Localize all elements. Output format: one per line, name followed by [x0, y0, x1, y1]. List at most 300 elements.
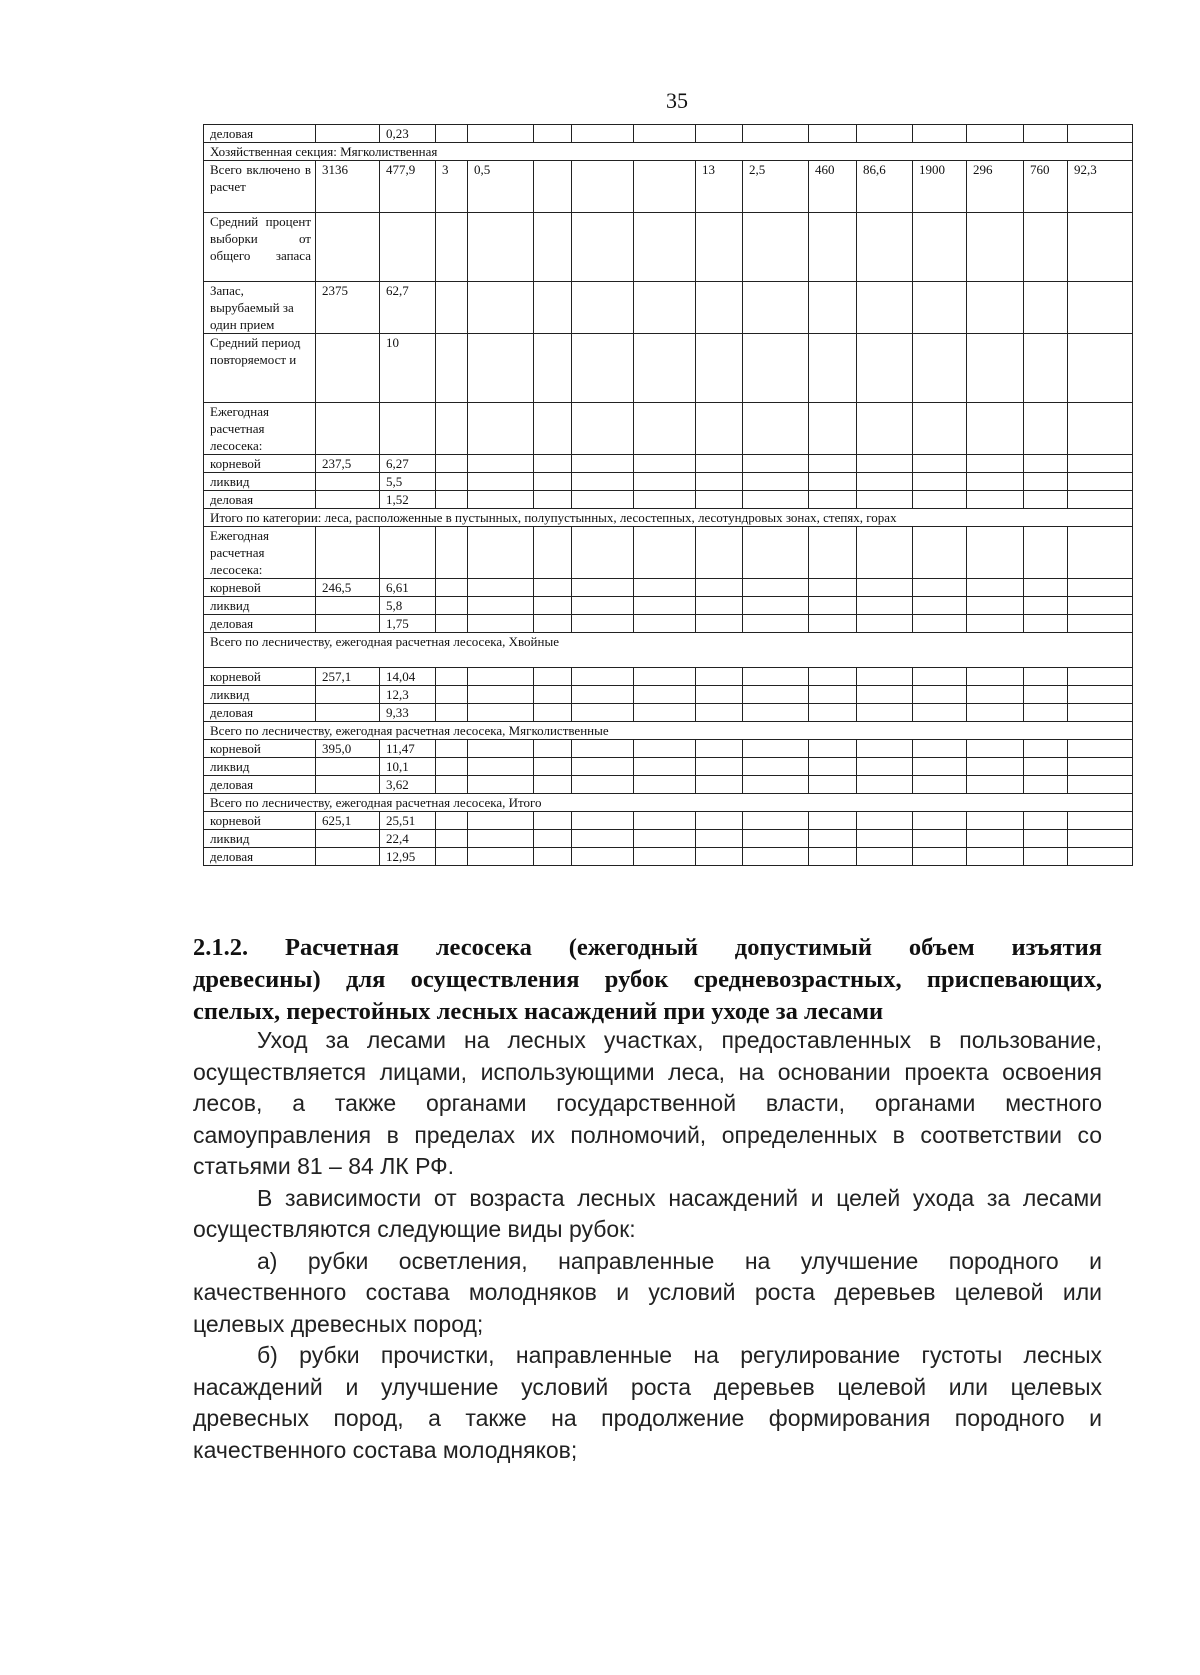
table-cell [380, 403, 436, 455]
table-cell [316, 830, 380, 848]
table-cell [743, 334, 809, 403]
table-cell [572, 830, 634, 848]
table-cell [857, 527, 913, 579]
table-cell [316, 527, 380, 579]
table-cell [967, 491, 1024, 509]
table-cell [572, 615, 634, 633]
text-line: Уход за лесами на лесных участках, предоставленных в пользование, [257, 1027, 1102, 1053]
row-label: корневой [204, 579, 316, 597]
table-cell [696, 527, 743, 579]
table-cell [809, 704, 857, 722]
table-cell [468, 527, 534, 579]
table-cell [696, 491, 743, 509]
table-cell: 296 [967, 161, 1024, 213]
table-cell: 86,6 [857, 161, 913, 213]
table-cell [696, 334, 743, 403]
table-cell [436, 282, 468, 334]
text-line: б) рубки прочистки, направленные на регулирование густоты лесных [257, 1342, 1102, 1368]
felling-table [203, 124, 1133, 866]
section-heading [193, 932, 1102, 1028]
table-cell [809, 579, 857, 597]
table-cell [468, 758, 534, 776]
table-cell [743, 812, 809, 830]
table-cell [809, 334, 857, 403]
row-label: Запас, вырубаемый за один прием [204, 282, 316, 334]
row-label: деловая [204, 776, 316, 794]
row-label: корневой [204, 740, 316, 758]
table-cell: 14,04 [380, 668, 436, 686]
table-row [204, 161, 1133, 213]
table-cell [913, 282, 967, 334]
table-cell [809, 282, 857, 334]
table-cell [857, 704, 913, 722]
table-cell [572, 161, 634, 213]
text-line: самоуправления в пределах их полномочий, определенных в соответствии со [193, 1121, 1102, 1148]
table-cell [634, 740, 696, 758]
table-section-title: Всего по лесничеству, ежегодная расчетная лесосека, Мягколиственные [204, 722, 1133, 740]
text-line: качественного состава молодняков; [193, 1436, 578, 1463]
table-cell [743, 473, 809, 491]
table-cell [1068, 579, 1133, 597]
table-cell [696, 740, 743, 758]
table-cell: 395,0 [316, 740, 380, 758]
table-cell [913, 668, 967, 686]
table-cell [967, 812, 1024, 830]
table-cell [696, 615, 743, 633]
table-cell [1068, 282, 1133, 334]
table-cell [696, 704, 743, 722]
table-cell [1024, 686, 1068, 704]
table-cell [572, 686, 634, 704]
table-cell: 22,4 [380, 830, 436, 848]
table-cell [696, 812, 743, 830]
table-cell [743, 668, 809, 686]
text-line: целевых древесных пород; [193, 1310, 484, 1337]
table-cell [634, 776, 696, 794]
table-cell [913, 473, 967, 491]
table-cell [1068, 334, 1133, 403]
table-cell [743, 758, 809, 776]
table-cell [967, 403, 1024, 455]
table-cell [1024, 213, 1068, 282]
table-cell [696, 403, 743, 455]
table-section-title: Хозяйственная секция: Мягколиственная [204, 143, 1133, 161]
table-cell [913, 615, 967, 633]
table-cell [316, 213, 380, 282]
table-cell [967, 758, 1024, 776]
table-cell [572, 473, 634, 491]
row-label: Средний период повторяемост и [204, 334, 316, 403]
table-cell [743, 615, 809, 633]
table-cell [634, 282, 696, 334]
heading-line: спелых, перестойных лесных насаждений при уходе за лесами [193, 998, 884, 1025]
table-cell [696, 830, 743, 848]
table-cell [1024, 403, 1068, 455]
table-cell [316, 597, 380, 615]
table-cell [809, 740, 857, 758]
table-cell [534, 704, 572, 722]
table-cell [696, 579, 743, 597]
paragraph-felling-types [193, 1183, 1102, 1246]
table-cell: 10,1 [380, 758, 436, 776]
text-line: В зависимости от возраста лесных насаждений и целей ухода за лесами [257, 1184, 1102, 1211]
table-cell [634, 686, 696, 704]
table-cell [809, 597, 857, 615]
table-cell [1024, 455, 1068, 473]
table-cell [1068, 830, 1133, 848]
table-cell [634, 812, 696, 830]
table-cell [634, 830, 696, 848]
table-cell [468, 830, 534, 848]
table-cell [316, 473, 380, 491]
table-cell [696, 686, 743, 704]
table-cell [743, 282, 809, 334]
table-row [204, 213, 1133, 282]
table-cell [468, 704, 534, 722]
row-label: деловая [204, 704, 316, 722]
table-cell [1068, 668, 1133, 686]
table-cell [696, 473, 743, 491]
table-section-row [204, 722, 1133, 740]
table-cell [696, 213, 743, 282]
table-cell [967, 597, 1024, 615]
table-cell [436, 848, 468, 866]
table-cell [1024, 527, 1068, 579]
table-cell [316, 686, 380, 704]
table-cell [572, 597, 634, 615]
table-cell [967, 455, 1024, 473]
table-cell [913, 455, 967, 473]
table-cell [436, 704, 468, 722]
table-section-title: Итого по категории: леса, расположенные в пустынных, полупустынных, лесостепных, лесотундровых зонах, степях, горах [204, 509, 1133, 527]
paragraph-item-b [193, 1340, 1102, 1466]
table-cell [857, 740, 913, 758]
table-cell [1024, 668, 1068, 686]
table-cell [634, 403, 696, 455]
table-cell [809, 455, 857, 473]
table-cell [316, 776, 380, 794]
table-cell: 3 [436, 161, 468, 213]
table-cell [696, 776, 743, 794]
table-cell: 25,51 [380, 812, 436, 830]
table-cell [1068, 403, 1133, 455]
table-row [204, 848, 1133, 866]
table-cell: 92,3 [1068, 161, 1133, 213]
table-cell [1024, 740, 1068, 758]
table-cell [1024, 830, 1068, 848]
table-row [204, 740, 1133, 758]
table-cell [1024, 812, 1068, 830]
table-cell [696, 125, 743, 143]
table-cell [696, 668, 743, 686]
table-cell [634, 758, 696, 776]
table-cell [468, 403, 534, 455]
table-cell: 12,95 [380, 848, 436, 866]
table-cell [436, 758, 468, 776]
table-section-title: Всего по лесничеству, ежегодная расчетная лесосека, Итого [204, 794, 1133, 812]
table-cell [857, 615, 913, 633]
table-cell [436, 213, 468, 282]
table-cell [468, 812, 534, 830]
table-cell [1024, 579, 1068, 597]
row-label: Средний процент выборки от общего запаса [204, 213, 316, 282]
table-cell [743, 455, 809, 473]
row-label: деловая [204, 125, 316, 143]
table-cell: 62,7 [380, 282, 436, 334]
table-cell [809, 812, 857, 830]
table-cell [809, 758, 857, 776]
table-row [204, 473, 1133, 491]
table-cell [572, 282, 634, 334]
row-label: ликвид [204, 830, 316, 848]
table-cell [1068, 527, 1133, 579]
table-cell [436, 740, 468, 758]
table-cell [380, 213, 436, 282]
table-cell [857, 213, 913, 282]
table-cell [436, 403, 468, 455]
text-line: насаждений и улучшение условий роста деревьев целевой или целевых [193, 1373, 1102, 1400]
table-cell: 10 [380, 334, 436, 403]
row-label: ликвид [204, 597, 316, 615]
table-cell [634, 334, 696, 403]
table-section-row [204, 633, 1133, 668]
table-cell [743, 776, 809, 794]
table-cell: 246,5 [316, 579, 380, 597]
table-cell [967, 125, 1024, 143]
table-cell [316, 403, 380, 455]
table-cell [743, 213, 809, 282]
table-cell [468, 668, 534, 686]
table-cell [1024, 282, 1068, 334]
table-cell [857, 125, 913, 143]
text-line: а) рубки осветления, направленные на улучшение породного и [257, 1247, 1102, 1274]
table-cell [1068, 740, 1133, 758]
table-cell [468, 455, 534, 473]
table-cell [534, 579, 572, 597]
table-cell [1068, 125, 1133, 143]
table-cell [572, 491, 634, 509]
row-label: деловая [204, 491, 316, 509]
table-cell [534, 740, 572, 758]
table-cell [743, 597, 809, 615]
table-row [204, 579, 1133, 597]
table-cell [534, 334, 572, 403]
table-cell [1024, 776, 1068, 794]
table-cell [1068, 213, 1133, 282]
table-cell [572, 668, 634, 686]
table-cell [857, 597, 913, 615]
table-cell [967, 473, 1024, 491]
table-row [204, 455, 1133, 473]
table-cell [857, 812, 913, 830]
table-row [204, 776, 1133, 794]
row-label: Ежегодная расчетная лесосека: [204, 527, 316, 579]
table-section-row [204, 509, 1133, 527]
table-cell [634, 848, 696, 866]
table-row [204, 282, 1133, 334]
table-cell [572, 758, 634, 776]
table-cell [967, 213, 1024, 282]
table-cell [967, 615, 1024, 633]
table-cell [1068, 848, 1133, 866]
table-cell [1068, 776, 1133, 794]
table-cell [1068, 597, 1133, 615]
table-cell [572, 334, 634, 403]
table-cell [634, 213, 696, 282]
table-cell [634, 491, 696, 509]
table-cell [634, 704, 696, 722]
table-row [204, 403, 1133, 455]
table-cell [913, 597, 967, 615]
table-cell [743, 579, 809, 597]
heading-line: 2.1.2. Расчетная лесосека (ежегодный допустимый объем изъятия [193, 934, 1102, 961]
table-cell [743, 686, 809, 704]
table-cell [468, 125, 534, 143]
table-cell [809, 848, 857, 866]
table-cell [1068, 473, 1133, 491]
table-cell [436, 776, 468, 794]
table-cell [534, 686, 572, 704]
row-label: ликвид [204, 758, 316, 776]
table-cell: 237,5 [316, 455, 380, 473]
table-cell [1068, 758, 1133, 776]
table-row [204, 597, 1133, 615]
table-cell [696, 848, 743, 866]
table-cell [913, 758, 967, 776]
table-cell [743, 491, 809, 509]
table-cell [534, 455, 572, 473]
table-cell [436, 686, 468, 704]
table-cell [572, 213, 634, 282]
table-cell [743, 125, 809, 143]
table-cell [696, 758, 743, 776]
table-row [204, 491, 1133, 509]
table-cell [468, 213, 534, 282]
table-cell [436, 455, 468, 473]
table-cell [572, 848, 634, 866]
table-cell [468, 597, 534, 615]
table-cell [967, 334, 1024, 403]
row-label: корневой [204, 812, 316, 830]
table-cell [534, 776, 572, 794]
table-cell [809, 686, 857, 704]
table-cell: 13 [696, 161, 743, 213]
table-cell [857, 686, 913, 704]
table-cell [809, 830, 857, 848]
table-cell [572, 579, 634, 597]
table-cell [436, 527, 468, 579]
table-cell [468, 686, 534, 704]
table-cell [634, 161, 696, 213]
table-cell [1024, 758, 1068, 776]
table-cell [967, 668, 1024, 686]
table-cell [572, 740, 634, 758]
table-cell [468, 615, 534, 633]
table-cell [468, 491, 534, 509]
table-row [204, 758, 1133, 776]
table-cell: 5,5 [380, 473, 436, 491]
table-cell [316, 125, 380, 143]
row-label: деловая [204, 848, 316, 866]
table-row [204, 812, 1133, 830]
table-cell [1024, 597, 1068, 615]
text-line: качественного состава молодняков и условий роста деревьев целевой или [193, 1279, 1102, 1305]
table-cell [572, 704, 634, 722]
table-cell [857, 848, 913, 866]
table-cell [743, 740, 809, 758]
table-cell [1068, 686, 1133, 704]
table-row [204, 686, 1133, 704]
table-cell [468, 282, 534, 334]
table-cell [534, 527, 572, 579]
table-cell [967, 686, 1024, 704]
table-cell [1024, 704, 1068, 722]
table-cell [743, 830, 809, 848]
table-cell [913, 527, 967, 579]
table-cell [534, 161, 572, 213]
table-cell [534, 213, 572, 282]
table-cell [572, 776, 634, 794]
table-cell [436, 125, 468, 143]
table-cell: 6,27 [380, 455, 436, 473]
table-cell [809, 213, 857, 282]
table-cell [913, 213, 967, 282]
table-cell [436, 473, 468, 491]
table-cell [809, 615, 857, 633]
table-cell [572, 812, 634, 830]
table-cell [913, 776, 967, 794]
paragraph-item-a [193, 1246, 1102, 1341]
table-cell [316, 334, 380, 403]
table-cell [534, 597, 572, 615]
table-cell [913, 686, 967, 704]
table-cell: 257,1 [316, 668, 380, 686]
text-line: осуществляется лицами, использующими леса, на основании проекта освоения [193, 1058, 1102, 1085]
table-row [204, 615, 1133, 633]
table-cell [1068, 704, 1133, 722]
table-cell: 12,3 [380, 686, 436, 704]
table-cell [857, 668, 913, 686]
table-cell: 3136 [316, 161, 380, 213]
table-cell [316, 758, 380, 776]
table-cell [743, 848, 809, 866]
table-cell [857, 455, 913, 473]
table-cell [1024, 615, 1068, 633]
table-cell [534, 812, 572, 830]
table-cell [468, 740, 534, 758]
table-cell [809, 776, 857, 794]
table-cell [468, 776, 534, 794]
table-cell: 1900 [913, 161, 967, 213]
table-cell [809, 668, 857, 686]
table-cell [967, 704, 1024, 722]
table-cell [634, 579, 696, 597]
table-cell [468, 848, 534, 866]
table-cell [743, 704, 809, 722]
table-cell [857, 491, 913, 509]
body-text [193, 1025, 1102, 1466]
table-cell [572, 455, 634, 473]
table-cell [316, 615, 380, 633]
table-cell: 477,9 [380, 161, 436, 213]
table-cell: 0,23 [380, 125, 436, 143]
table-cell [743, 527, 809, 579]
text-line: осуществляются следующие виды рубок: [193, 1216, 636, 1242]
table-cell [634, 597, 696, 615]
table-cell [857, 830, 913, 848]
row-label: Ежегодная расчетная лесосека: [204, 403, 316, 455]
table-cell [967, 848, 1024, 866]
